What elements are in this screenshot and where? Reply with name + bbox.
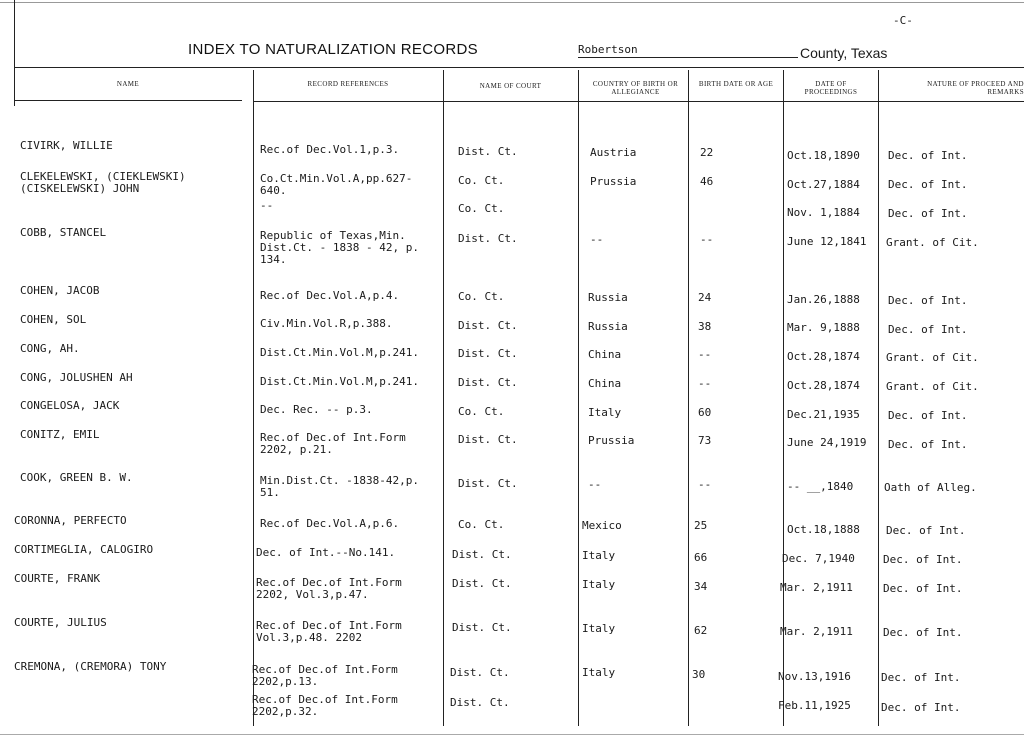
row-age: -- bbox=[698, 348, 712, 361]
row-record-reference: Rec.of Dec.Vol.A,p.6. bbox=[260, 517, 400, 530]
row-record-reference: Rec.of Dec.of Int.Form 2202, p.21. bbox=[260, 431, 406, 456]
row-country: -- bbox=[590, 233, 604, 246]
row-age: 73 bbox=[698, 434, 712, 447]
row-name: COBB, STANCEL bbox=[20, 226, 107, 239]
row-nature: Grant. of Cit. bbox=[886, 380, 979, 393]
row-age: -- bbox=[698, 478, 712, 491]
row-court: Co. Ct. bbox=[458, 405, 505, 418]
row-court: Dist. Ct. bbox=[458, 145, 518, 158]
row-court: Dist. Ct. bbox=[450, 696, 510, 709]
row-name: COHEN, JACOB bbox=[20, 284, 100, 297]
row-nature: Dec. of Int. bbox=[888, 409, 968, 422]
row-age: 66 bbox=[694, 551, 708, 564]
row-date: June 12,1841 bbox=[787, 235, 867, 248]
row-nature: Dec. of Int. bbox=[888, 207, 968, 220]
row-court: Dist. Ct. bbox=[458, 433, 518, 446]
column-header-country: COUNTRY OF BIRTH OR ALLEGIANCE bbox=[592, 80, 679, 96]
row-date: Dec. 7,1940 bbox=[782, 552, 855, 565]
row-country: Mexico bbox=[582, 519, 622, 532]
row-nature: Oath of Alleg. bbox=[884, 481, 977, 494]
row-record-reference: Dist.Ct.Min.Vol.M,p.241. bbox=[260, 375, 419, 388]
header-rule bbox=[14, 67, 1024, 68]
row-date: Mar. 9,1888 bbox=[787, 321, 860, 334]
row-record-reference: Rec.of Dec.Vol.A,p.4. bbox=[260, 289, 400, 302]
row-date: Oct.27,1884 bbox=[787, 178, 860, 191]
row-country: Prussia bbox=[590, 175, 637, 188]
row-court: Dist. Ct. bbox=[458, 376, 518, 389]
row-country: Russia bbox=[588, 291, 628, 304]
row-age: 24 bbox=[698, 291, 712, 304]
row-country: Russia bbox=[588, 320, 628, 333]
column-header-rule bbox=[253, 101, 1024, 102]
row-age: -- bbox=[700, 233, 714, 246]
row-nature: Grant. of Cit. bbox=[886, 236, 979, 249]
row-name: CONG, JOLUSHEN AH bbox=[20, 371, 133, 384]
row-court: Dist. Ct. bbox=[452, 577, 512, 590]
row-court: Dist. Ct. bbox=[458, 477, 518, 490]
row-name: COOK, GREEN B. W. bbox=[20, 471, 133, 484]
row-nature: Dec. of Int. bbox=[888, 294, 968, 307]
row-date: Nov.13,1916 bbox=[778, 670, 851, 683]
row-age: 38 bbox=[698, 320, 712, 333]
row-nature: Dec. of Int. bbox=[888, 438, 968, 451]
column-header-date: DATE OF PROCEEDINGS bbox=[804, 80, 858, 96]
row-nature: Grant. of Cit. bbox=[886, 351, 979, 364]
column-divider bbox=[253, 70, 254, 726]
column-header-rule bbox=[14, 100, 242, 101]
row-country: Austria bbox=[590, 146, 637, 159]
row-nature: Dec. of Int. bbox=[888, 178, 968, 191]
row-country: Italy bbox=[582, 549, 616, 562]
row-record-reference: Min.Dist.Ct. -1838-42,p. 51. bbox=[260, 474, 419, 499]
row-age: 62 bbox=[694, 624, 708, 637]
column-divider bbox=[443, 70, 444, 726]
row-age: 22 bbox=[700, 146, 714, 159]
row-nature: Dec. of Int. bbox=[888, 323, 968, 336]
row-court: Co. Ct. bbox=[458, 290, 505, 303]
row-court: Dist. Ct. bbox=[450, 666, 510, 679]
row-date: Oct.28,1874 bbox=[787, 379, 860, 392]
row-country: China bbox=[588, 348, 622, 361]
row-record-reference: Rec.of Dec.Vol.1,p.3. bbox=[260, 143, 400, 156]
row-age: 60 bbox=[698, 406, 712, 419]
row-record-reference: Co.Ct.Min.Vol.A,pp.627- 640. bbox=[260, 172, 413, 197]
row-country: Italy bbox=[582, 578, 616, 591]
row-name: CIVIRK, WILLIE bbox=[20, 139, 113, 152]
row-court: Co. Ct. bbox=[458, 518, 505, 531]
row-record-reference: Rec.of Dec.of Int.Form 2202,p.32. bbox=[252, 693, 398, 718]
row-court: Dist. Ct. bbox=[458, 347, 518, 360]
row-country: -- bbox=[588, 478, 602, 491]
page-letter: -C- bbox=[893, 14, 913, 27]
column-header-court: NAME OF COURT bbox=[479, 82, 542, 90]
row-country: China bbox=[588, 377, 622, 390]
row-record-reference: Rec.of Dec.of Int.Form 2202,p.13. bbox=[252, 663, 398, 688]
row-court: Dist. Ct. bbox=[458, 232, 518, 245]
row-country: Italy bbox=[582, 666, 616, 679]
row-country: Prussia bbox=[588, 434, 635, 447]
top-border bbox=[0, 2, 1024, 3]
row-name: CLEKELEWSKI, (CIEKLEWSKI) (CISKELEWSKI) JOHN bbox=[20, 170, 186, 195]
row-age: 34 bbox=[694, 580, 708, 593]
row-nature: Dec. of Int. bbox=[881, 701, 961, 714]
column-header-name: NAME bbox=[116, 80, 140, 88]
row-name: CREMONA, (CREMORA) TONY bbox=[14, 660, 167, 673]
row-age: 30 bbox=[692, 668, 706, 681]
column-divider bbox=[878, 70, 879, 726]
left-edge bbox=[14, 0, 15, 106]
row-court: Dist. Ct. bbox=[452, 621, 512, 634]
row-record-reference: Rec.of Dec.of Int.Form 2202, Vol.3,p.47. bbox=[256, 576, 402, 601]
page-title: INDEX TO NATURALIZATION RECORDS bbox=[188, 41, 478, 58]
row-court: Dist. Ct. bbox=[452, 548, 512, 561]
row-nature: Dec. of Int. bbox=[883, 626, 963, 639]
row-record-reference: Dist.Ct.Min.Vol.M,p.241. bbox=[260, 346, 419, 359]
row-date: Jan.26,1888 bbox=[787, 293, 860, 306]
row-date: Oct.18,1890 bbox=[787, 149, 860, 162]
row-date: Oct.18,1888 bbox=[787, 523, 860, 536]
row-date: -- __,1840 bbox=[787, 480, 854, 493]
row-name: CONITZ, EMIL bbox=[20, 428, 100, 441]
row-record-reference: Civ.Min.Vol.R,p.388. bbox=[260, 317, 393, 330]
row-date: Mar. 2,1911 bbox=[780, 581, 853, 594]
county-label: County, Texas bbox=[800, 45, 888, 61]
column-divider bbox=[688, 70, 689, 726]
row-nature: Dec. of Int. bbox=[886, 524, 966, 537]
row-record-reference: Dec. Rec. -- p.3. bbox=[260, 403, 373, 416]
row-age: 46 bbox=[700, 175, 714, 188]
row-record-reference: -- bbox=[260, 199, 274, 212]
row-record-reference: Rec.of Dec.of Int.Form Vol.3,p.48. 2202 bbox=[256, 619, 402, 644]
bottom-rule bbox=[0, 734, 1024, 735]
row-date: Mar. 2,1911 bbox=[780, 625, 853, 638]
column-header-record-references: RECORD REFERENCES bbox=[307, 80, 389, 88]
row-date: Dec.21,1935 bbox=[787, 408, 860, 421]
row-nature: Dec. of Int. bbox=[883, 582, 963, 595]
row-name: CORONNA, PERFECTO bbox=[14, 514, 127, 527]
row-age: -- bbox=[698, 377, 712, 390]
row-name: CONG, AH. bbox=[20, 342, 80, 355]
row-name: COURTE, FRANK bbox=[14, 572, 101, 585]
row-record-reference: Dec. of Int.--No.141. bbox=[256, 546, 396, 559]
row-country: Italy bbox=[582, 622, 616, 635]
row-record-reference: Republic of Texas,Min. Dist.Ct. - 1838 - 42, p. 134. bbox=[260, 229, 419, 266]
column-header-nature: NATURE OF PROCEED AND REMARKS bbox=[927, 80, 1024, 96]
row-court: Co. Ct. bbox=[458, 202, 505, 215]
row-name: CONGELOSA, JACK bbox=[20, 399, 120, 412]
row-court: Dist. Ct. bbox=[458, 319, 518, 332]
row-nature: Dec. of Int. bbox=[883, 553, 963, 566]
row-date: Oct.28,1874 bbox=[787, 350, 860, 363]
row-court: Co. Ct. bbox=[458, 174, 505, 187]
row-date: June 24,1919 bbox=[787, 436, 867, 449]
row-date: Nov. 1,1884 bbox=[787, 206, 860, 219]
row-name: COHEN, SOL bbox=[20, 313, 87, 326]
row-nature: Dec. of Int. bbox=[881, 671, 961, 684]
row-name: COURTE, JULIUS bbox=[14, 616, 107, 629]
column-divider bbox=[578, 70, 579, 726]
county-name: Robertson bbox=[578, 43, 798, 58]
row-date: Feb.11,1925 bbox=[778, 699, 851, 712]
row-age: 25 bbox=[694, 519, 708, 532]
column-header-birth-date: BIRTH DATE OR AGE bbox=[698, 80, 774, 88]
row-name: CORTIMEGLIA, CALOGIRO bbox=[14, 543, 154, 556]
row-country: Italy bbox=[588, 406, 622, 419]
row-nature: Dec. of Int. bbox=[888, 149, 968, 162]
